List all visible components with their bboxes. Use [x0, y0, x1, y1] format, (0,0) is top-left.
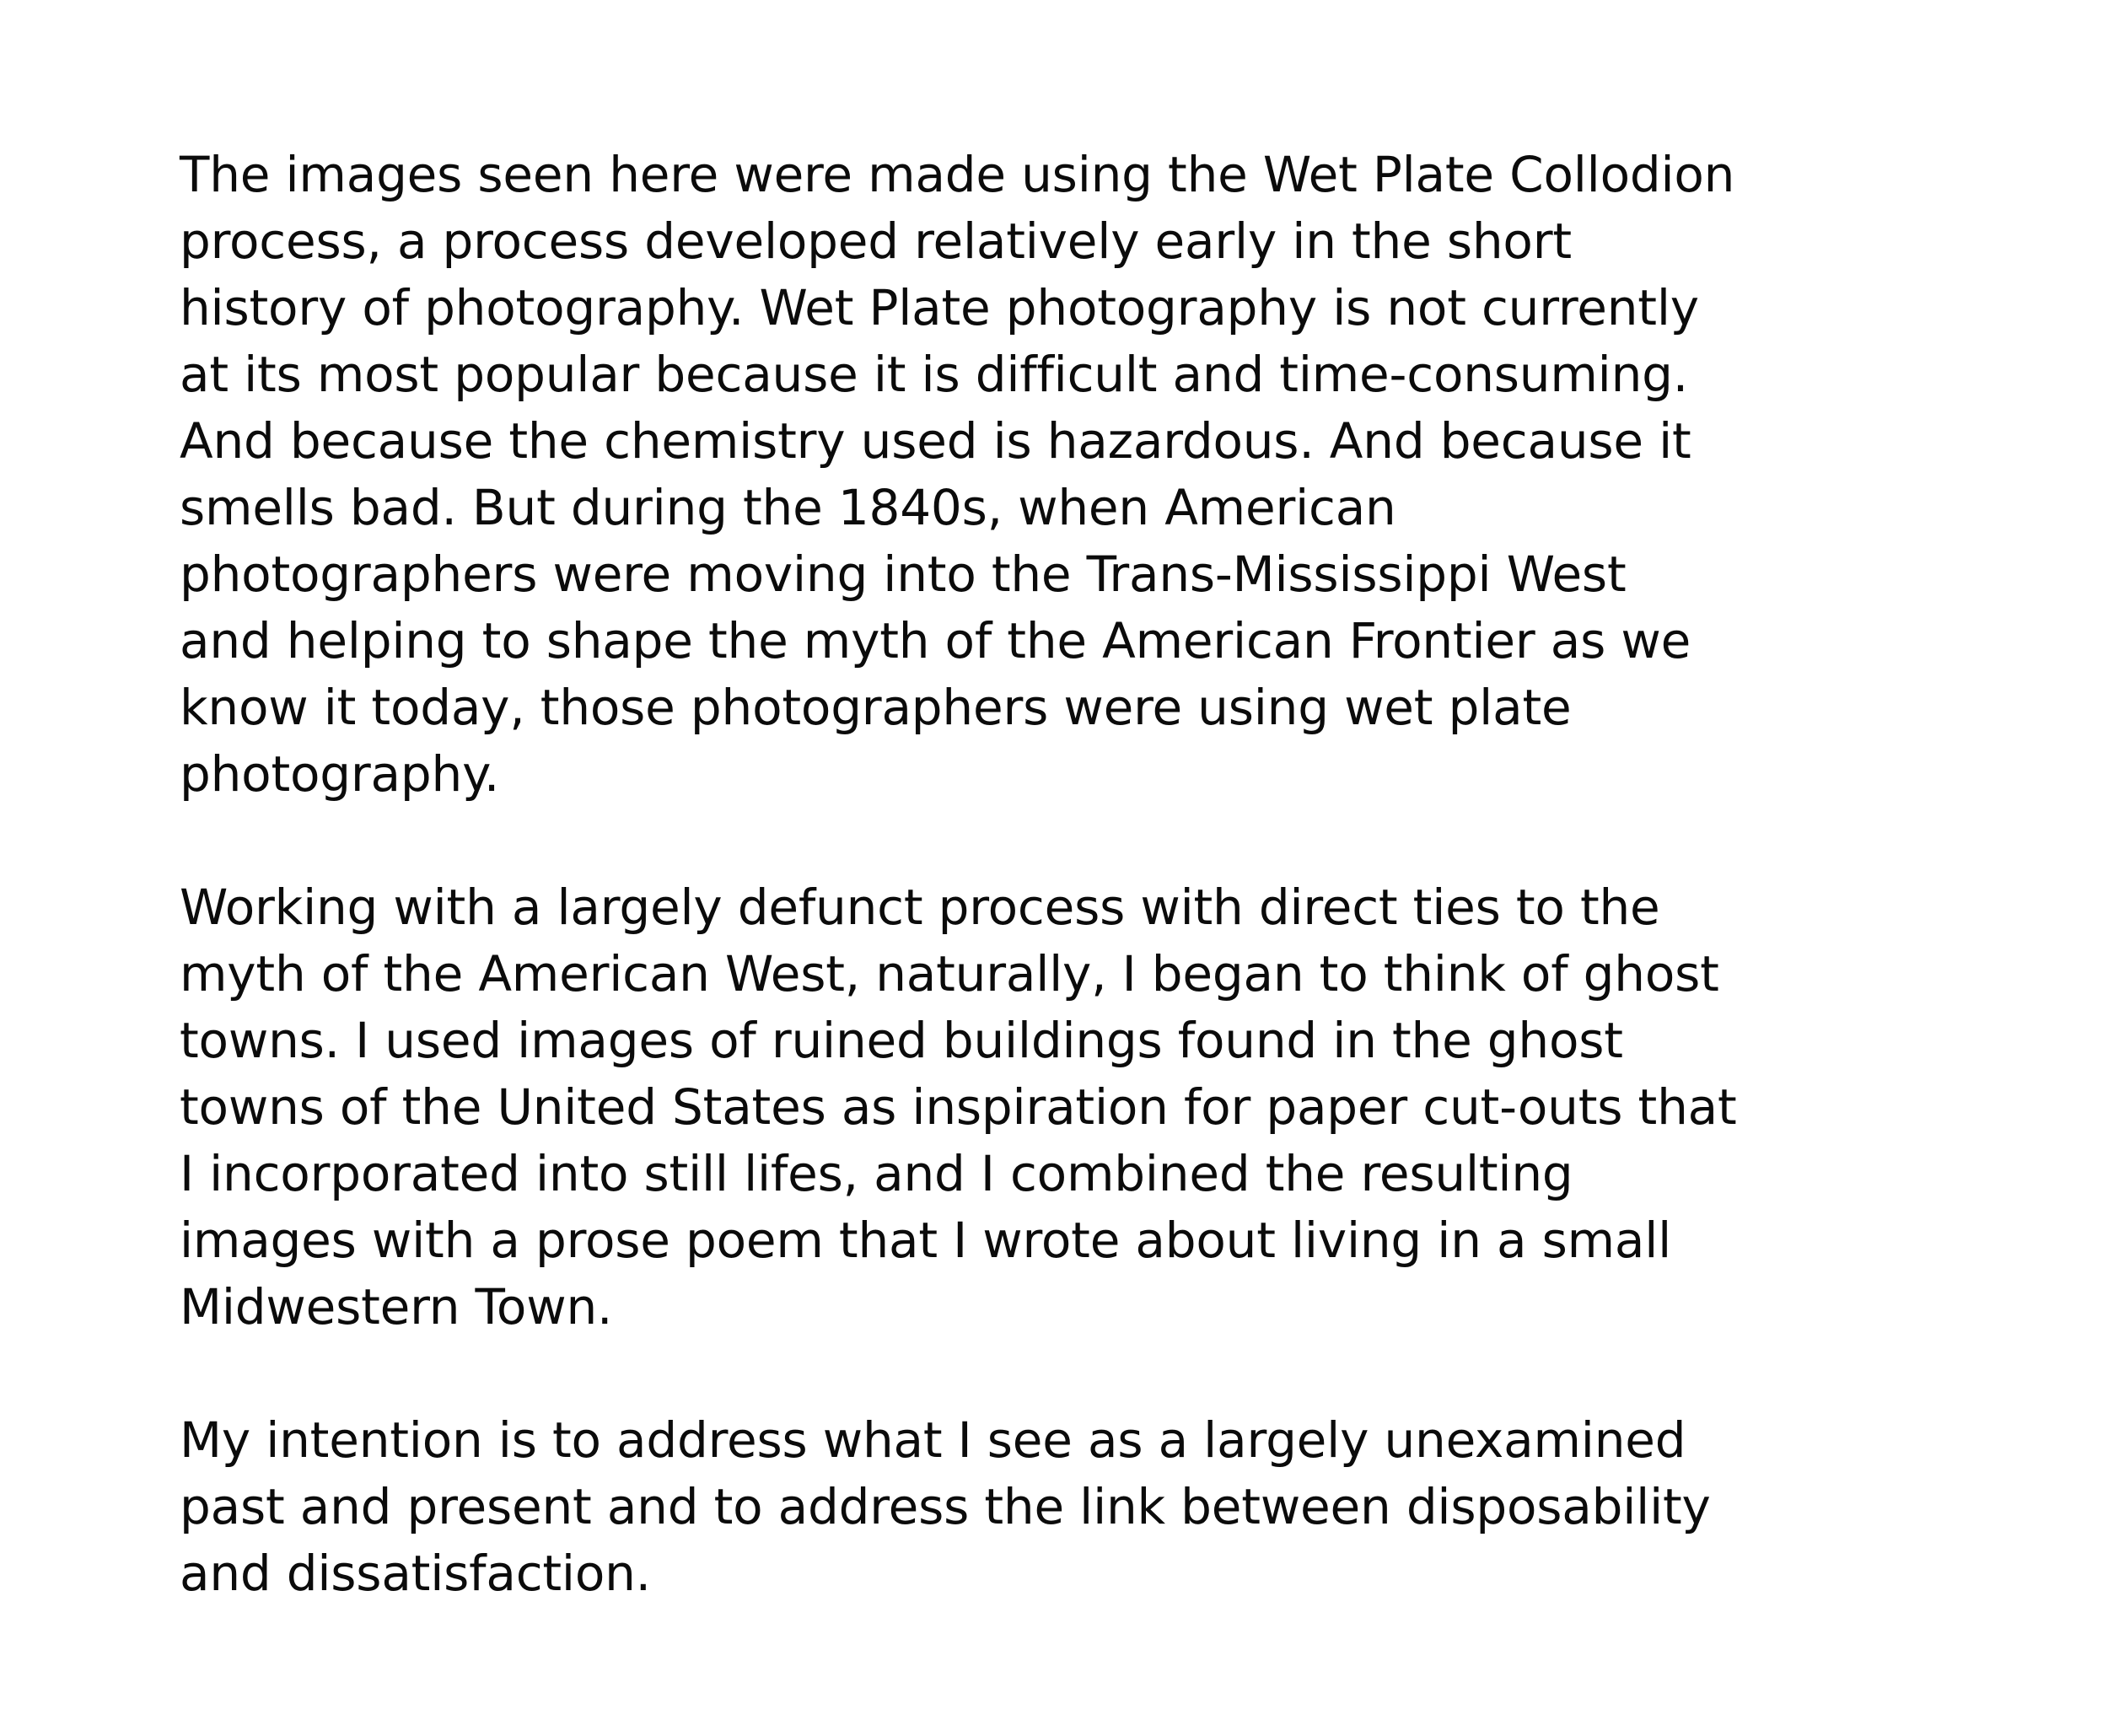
- text-line: photography.: [180, 745, 500, 803]
- text-line: myth of the American West, naturally, I began to think of ghost: [180, 945, 1719, 1002]
- text-line: past and present and to address the link between disposability: [180, 1478, 1711, 1535]
- text-line: know it today, those photographers were using wet plate: [180, 679, 1572, 736]
- paragraph-2: [180, 874, 2018, 1341]
- text-line: The images seen here were made using the Wet Plate Collodion: [180, 146, 1735, 203]
- paragraph-3: [180, 1407, 2018, 1607]
- text-line: images with a prose poem that I wrote about living in a small: [180, 1212, 1672, 1269]
- paragraph-1: [180, 142, 2018, 808]
- text-line: history of photography. Wet Plate photography is not currently: [180, 279, 1699, 336]
- text-line: Working with a largely defunct process with direct ties to the: [180, 879, 1660, 936]
- text-line: smells bad. But during the 1840s, when American: [180, 479, 1396, 536]
- text-line: at its most popular because it is difficult and time-consuming.: [180, 346, 1688, 403]
- text-line: I incorporated into still lifes, and I combined the resulting: [180, 1145, 1573, 1202]
- text-line: And because the chemistry used is hazardous. And because it: [180, 412, 1691, 470]
- text-line: and helping to shape the myth of the American Frontier as we: [180, 612, 1691, 669]
- artist-statement: [180, 142, 2018, 1607]
- text-line: My intention is to address what I see as a largely unexamined: [180, 1411, 1686, 1469]
- text-line: Midwestern Town.: [180, 1278, 613, 1336]
- text-line: photographers were moving into the Trans-Mississippi West: [180, 546, 1627, 603]
- text-line: and dissatisfaction.: [180, 1545, 651, 1602]
- text-line: towns of the United States as inspiration for paper cut-outs that: [180, 1078, 1737, 1136]
- text-line: process, a process developed relatively early in the short: [180, 212, 1572, 270]
- text-line: towns. I used images of ruined buildings found in the ghost: [180, 1012, 1623, 1069]
